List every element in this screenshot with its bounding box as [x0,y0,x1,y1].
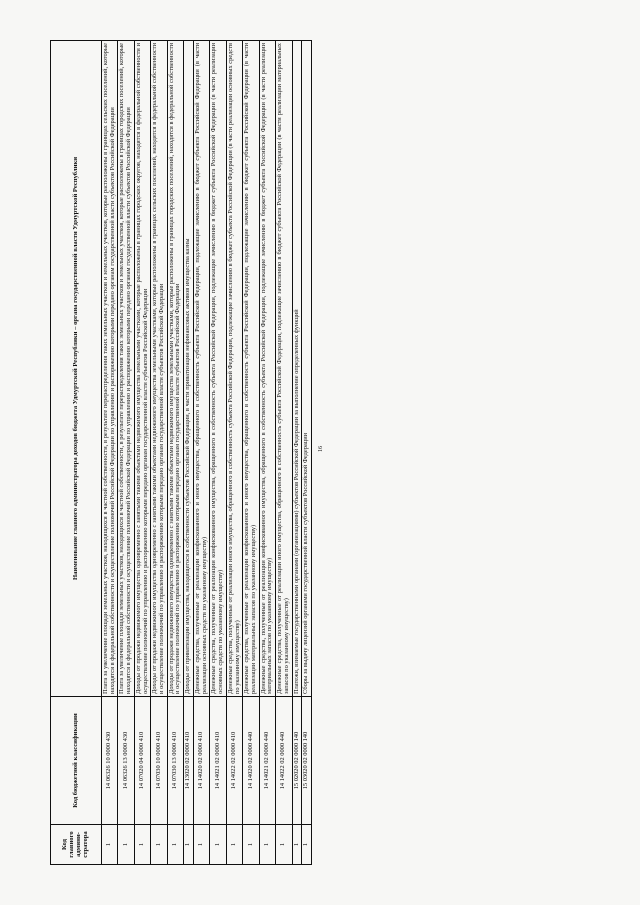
table-row [184,41,194,865]
page-number: 16 [318,446,324,452]
cell-kbk-code: 14 14020 02 0000 440 [243,697,259,825]
cell-kbk-code: 14 06326 10 0000 430 [102,697,118,825]
table-row [151,41,167,865]
cell-kbk-code: 14 14022 02 0000 410 [226,697,242,825]
header-name: Наименование главного администратора доходов бюджета Удмуртской Республики – органа государственной власти Удмуртской Республики [51,41,102,697]
cell-kbk-code: 14 13020 02 0000 410 [184,697,194,825]
table-row [134,41,150,865]
cell-name: Денежные средства, полученные от реализации конфискованного имущества, обращенного в собственность субъекта Российской Федерации, подлежащие зачислению в бюджет субъекта Российской Федерации (в части реализации материальных запасов по указанному имуществу) [259,41,275,697]
table-row [193,41,209,865]
cell-name: Доходы от продажи недвижимого имущества одновременно с занятыми такими объектами недвижимого имущества земельными участками, которые расположены в границах городских поселений, находятся в федеральной собственности и осуществление полномочий по управлению и распоряжению которыми передано органам государственной власти субъектов Российской Федерации [167,41,183,697]
table-row [292,41,302,865]
cell-admin-code: 1 [134,825,150,865]
table-row [226,41,242,865]
revenue-table [50,40,312,865]
cell-admin-code: 1 [226,825,242,865]
cell-name: Доходы от продажи недвижимого имущества одновременно с занятыми такими объектами недвижимого имущества земельными участками, которые расположены в границах городских округов, находятся в федеральной собственности и осуществление полномочий по управлению и распоряжению которыми передано органам государственной власти субъектов Российской Федерации [134,41,150,697]
cell-admin-code: 1 [151,825,167,865]
cell-kbk-code: 14 14020 02 0000 410 [193,697,209,825]
cell-name: Денежные средства, полученные от реализации иного имущества, обращенного в собственность субъекта Российской Федерации, подлежащие зачислению в бюджет субъекта Российской Федерации (в части реализации материальных запасов по указанному имуществу) [276,41,292,697]
table-header-row [51,41,102,865]
cell-kbk-code: 14 14022 02 0000 440 [276,697,292,825]
table-row [210,41,226,865]
cell-admin-code: 1 [292,825,302,865]
header-kbk-code: Код бюджетной классификации [51,697,102,825]
cell-kbk-code: 15 02020 02 0000 140 [292,697,302,825]
cell-kbk-code: 14 07020 04 0000 410 [134,697,150,825]
cell-kbk-code: 14 14021 02 0000 410 [210,697,226,825]
cell-name: Денежные средства, полученные от реализации конфискованного имущества, обращенного в собственность субъекта Российской Федерации, подлежащие зачислению в бюджет субъекта Российской Федерации (в части реализации основных средств по указанному имуществу) [210,41,226,697]
cell-kbk-code: 14 06326 13 0000 430 [118,697,134,825]
cell-admin-code: 1 [259,825,275,865]
cell-kbk-code: 14 14021 02 0000 440 [259,697,275,825]
table-row [259,41,275,865]
cell-name: Платежи, взимаемые государственными органами (организациями) субъектов Российской Федерации за выполнение определенных функций [292,41,302,697]
cell-admin-code: 1 [243,825,259,865]
cell-name: Денежные средства, полученные от реализации конфискованного и иного имущества, обращенного в собственность субъекта Российской Федерации, подлежащие зачислению в бюджет субъекта Российской Федерации (в части реализации материальных запасов по указанному имуществу) [243,41,259,697]
cell-admin-code: 1 [302,825,312,865]
table-row [102,41,118,865]
table-row [243,41,259,865]
table-row [167,41,183,865]
cell-admin-code: 1 [184,825,194,865]
cell-name: Доходы от продажи недвижимого имущества одновременно с занятыми такими объектами недвижимого имущества земельными участками, которые расположены в границах сельских поселений, находятся в федеральной собственности и осуществление полномочий по управлению и распоряжению которыми передано органам государственной власти субъектов Российской Федерации [151,41,167,697]
cell-name: Доходы от приватизации имущества, находящегося в собственности субъектов Российской Федерации, в части приватизации нефинансовых активов имущества казны [184,41,194,697]
cell-admin-code: 1 [276,825,292,865]
cell-admin-code: 1 [102,825,118,865]
cell-admin-code: 1 [210,825,226,865]
cell-name: Сборы за выдачу лицензий органами государственной власти субъектов Российской Федерации [302,41,312,697]
cell-name: Денежные средства, полученные от реализации конфискованного и иного имущества, обращенного в собственность субъекта Российской Федерации, подлежащие зачислению в бюджет субъекта Российской Федерации (в части реализации основных средств по указанному имуществу) [193,41,209,697]
cell-kbk-code: 14 07030 13 0000 410 [167,697,183,825]
table-row [276,41,292,865]
cell-admin-code: 1 [167,825,183,865]
cell-name: Плата за увеличение площади земельных участков, находящихся в частной собственности, в результате перераспределения таких земельных участков и земельных участков, которые расположены в границах городских поселений, которые находятся в федеральной собственности и осуществление полномочий Российской Федерации по управлению и распоряжению которыми передано органам государственной власти субъектов Российской Федерации [118,41,134,697]
cell-admin-code: 1 [193,825,209,865]
table-row [118,41,134,865]
cell-admin-code: 1 [118,825,134,865]
cell-kbk-code: 15 03020 02 0000 140 [302,697,312,825]
cell-kbk-code: 14 07030 10 0000 410 [151,697,167,825]
rotated-table-container [50,41,590,865]
header-admin-code: Код главного админи-стратора [51,825,102,865]
table-row [302,41,312,865]
cell-name: Денежные средства, полученные от реализации иного имущества, обращенного в собственность субъекта Российской Федерации, подлежащие зачислению в бюджет субъекта Российской Федерации (в части реализации основных средств по указанному имуществу) [226,41,242,697]
cell-name: Плата за увеличение площади земельных участков, находящихся в частной собственности, в результате перераспределения таких земельных участков и земельных участков, которые расположены в границах сельских поселений, которые находятся в федеральной собственности и осуществление полномочий Российской Федерации по управлению и распоряжению которыми передано органам государственной власти субъектов Российской Федерации [102,41,118,697]
